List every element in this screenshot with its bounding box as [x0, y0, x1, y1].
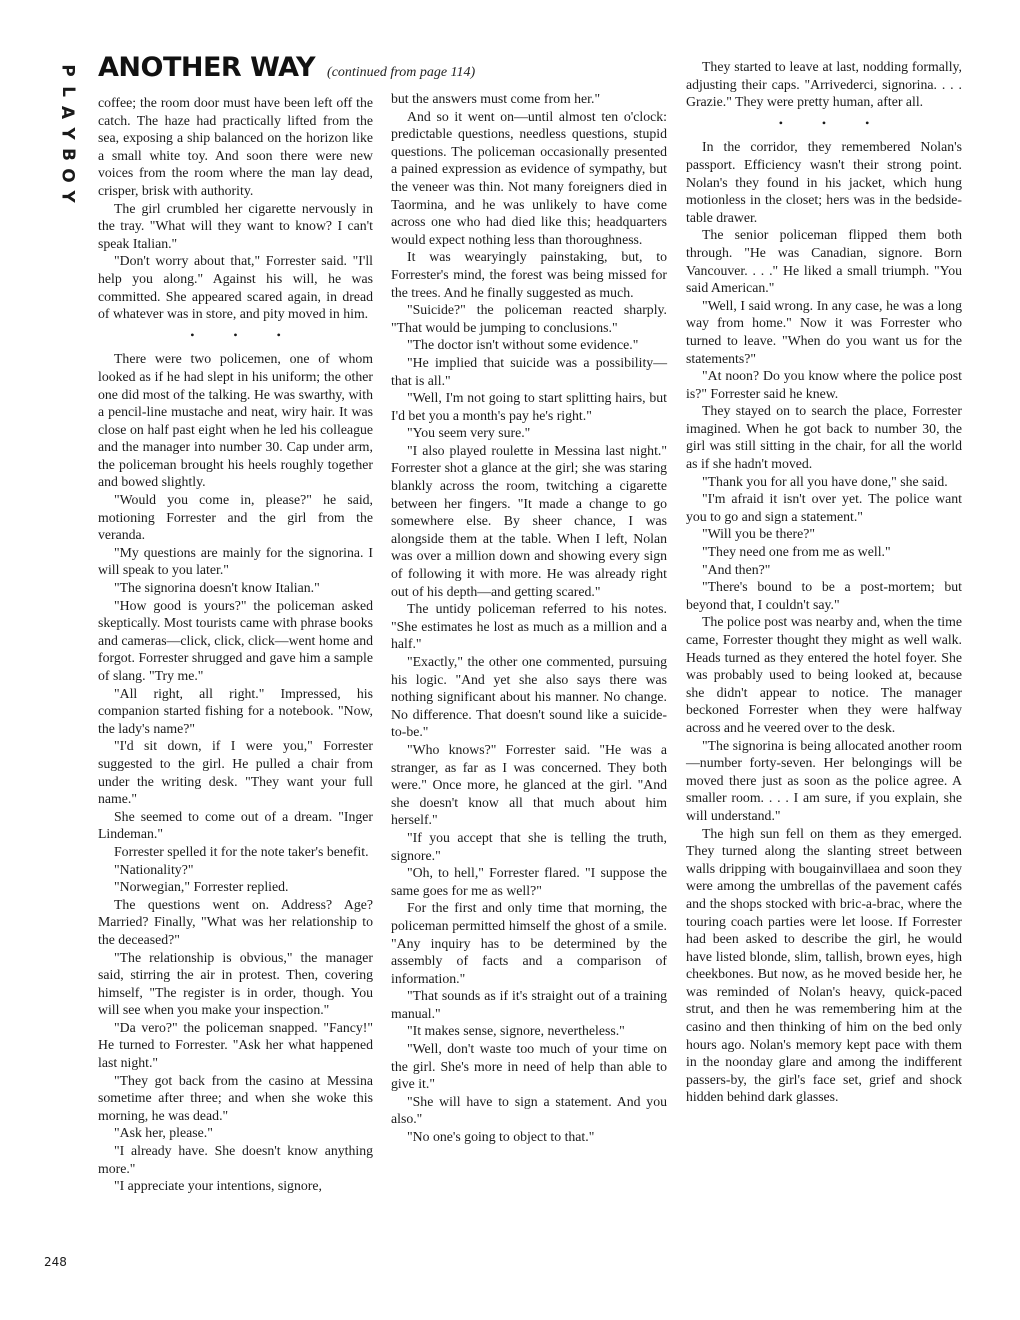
- paragraph: "I'd sit down, if I were you," Forrester suggested to the girl. He pulled a chair from under the writing desk. "They want your full name.": [98, 738, 373, 807]
- section-ornament: • • •: [190, 327, 299, 342]
- paragraph: "I already have. She doesn't know anything more.": [98, 1143, 373, 1176]
- paragraph: "Don't worry about that," Forrester said. "I'll help you along." Against his will, he was committed. She appeared scared again, in dread of whatever was in store, and pity moved in him.: [98, 253, 373, 322]
- paragraph: They started to leave at last, nodding formally, adjusting their caps. "Arrivederci, signorina. . . . Grazie." They were pretty human, after all.: [686, 59, 962, 110]
- paragraph: "They need one from me as well.": [702, 544, 891, 560]
- column-3: [686, 58, 962, 1106]
- paragraph: "Exactly," the other one commented, pursuing his logic. "And yet she also says there was nothing significant about his manner. No change. No difference. That doesn't sound like a suicide-to-be.": [391, 654, 667, 740]
- paragraph: "Well, I'm not going to start splitting hairs, but I'd bet you a month's pay he's right.": [391, 390, 667, 423]
- paragraph: "Suicide?" the policeman reacted sharply. "That would be jumping to conclusions.": [391, 302, 667, 335]
- paragraph: "My questions are mainly for the signorina. I will speak to you later.": [98, 544, 373, 578]
- paragraph: And so it went on—until almost ten o'clock: predictable questions, needless questions, stupid questions. The policeman occasionally presented a pained expression as evidence of sympathy, but the veneer was thin. Not many foreigners died in Taormina, and he was unlikely to have come across one who had died like this; headquarters would expect nothing less than thoroughness.: [391, 108, 667, 247]
- article-title: ANOTHER WAY: [98, 52, 316, 83]
- paragraph: "Would you come in, please?" he said, motioning Forrester and the girl from the veranda.: [98, 492, 373, 543]
- paragraph: In the corridor, they remembered Nolan's passport. Efficiency wasn't their strong point. Nolan's they found in his jacket, which hung motionless in the closet; hers was in the bedside-table drawer.: [686, 139, 962, 225]
- continued-note: (continued from page 114): [327, 65, 476, 80]
- paragraph: "They got back from the casino at Messina sometime after three; and when she woke this morning, he was dead.": [98, 1072, 373, 1123]
- paragraph: "Nationality?": [114, 861, 194, 877]
- paragraph: "And then?": [702, 561, 771, 577]
- magazine-letter: P: [57, 64, 78, 77]
- paragraph: "Will you be there?": [702, 526, 815, 542]
- paragraph: Forrester spelled it for the note taker's benefit.: [114, 843, 369, 859]
- magazine-letter: Y: [57, 190, 78, 203]
- paragraph: "Norwegian," Forrester replied.: [114, 879, 289, 895]
- paragraph: "Who knows?" Forrester said. "He was a stranger, as far as I was concerned. They both were." Once more, he glanced at the girl. "And she doesn't know all that much about him herself.": [391, 741, 667, 828]
- magazine-letter: B: [57, 148, 78, 161]
- paragraph: There were two policemen, one of whom looked as if he had slept in his uniform; the other one did most of the talking. He was swarthy, with a pencil-line mustache and neat, wiry hair. It was close on half past eight when he led his colleague and the manager into number 30. Cap under arm, the policeman brought his heels roughly together and bowed slightly.: [98, 351, 373, 490]
- paragraph: "Well, I said wrong. In any case, he was a long way from home." Now it was Forrester who turned to leave. "When do you want us for the statements?": [686, 297, 962, 366]
- magazine-name-vertical: [40, 60, 94, 207]
- paragraph: She seemed to come out of a dream. "Inger Lindeman.": [98, 808, 373, 842]
- paragraph: "At noon? Do you know where the police post is?" Forrester said he knew.: [686, 368, 962, 401]
- paragraph: but the answers must come from her.": [391, 91, 601, 106]
- paragraph: "No one's going to object to that.": [407, 1129, 595, 1145]
- paragraph: "The signorina doesn't know Italian.": [114, 580, 320, 596]
- paragraph: coffee; the room door must have been left off the catch. The haze had practically lifted from the sea, exposing a ship balanced on the horizon like a small white toy. And soon there were new voices from the room where the man lay dead, crisper, brisk with authority.: [98, 95, 373, 198]
- paragraph: "All right, all right." Impressed, his companion started fishing for a notebook. "Now, the lady's name?": [98, 685, 373, 736]
- paragraph: "You seem very sure.": [407, 425, 531, 441]
- paragraph: "How good is yours?" the policeman asked skeptically. Most tourists came with phrase books and cameras—click, click, click—went home and forgot. Forrester shrugged and gave him a sample of slang. "Try me.": [98, 597, 373, 683]
- paragraph: "There's bound to be a post-mortem; but beyond that, I couldn't say.": [686, 579, 962, 612]
- magazine-letter: Y: [57, 127, 78, 140]
- paragraph: "The relationship is obvious," the manager said, stirring the air in protest. Then, covering himself, "The register is in order, though. You will see when you make your inspection.": [98, 949, 373, 1018]
- paragraph: "The doctor isn't without some evidence.": [407, 337, 639, 353]
- paragraph: "He implied that suicide was a possibility—that is all.": [391, 354, 667, 388]
- paragraph: The high sun fell on them as they emerged. They turned along the slanting street between walls dripping with bougainvillaea and soon they were among the umbrellas of the pavement cafés and the shops stocked with bric-a-brac, where the touring coach parties were let loose. If Forrester had been asked to describe the girl, he would have listed blonde, slim, tallish, brown eyes, high cheekbones. But now, as he moved beside her, he was reminded of Nolan's heavy, quick-paced strut, and then he was remembering him at the casino and then thinking of him on the bed only hours ago. Nolan's memory kept pace with them in the noonday glare and among the indifferent passers-by, the girl's face set, grief and shock hidden behind dark glasses.: [686, 825, 962, 1105]
- paragraph: "I'm afraid it isn't over yet. The police want you to go and sign a statement.": [686, 491, 962, 524]
- article-header: [98, 52, 475, 83]
- paragraph: For the first and only time that morning, the policeman permitted himself the ghost of a smile. "Any inquiry has to be determined by the assembly of facts and a comparison of information.": [391, 900, 667, 986]
- magazine-letter: O: [57, 168, 78, 183]
- magazine-letter: L: [57, 86, 78, 97]
- paragraph: The girl crumbled her cigarette nervously in the tray. "What will they want to know? I can't speak Italian.": [98, 200, 373, 251]
- paragraph: "That sounds as if it's straight out of a training manual.": [391, 988, 667, 1021]
- paragraph: The untidy policeman referred to his notes. "She estimates he lost as much as a million and a half.": [391, 601, 667, 652]
- paragraph: "Thank you for all you have done," she said.: [702, 473, 948, 489]
- paragraph: The police post was nearby and, when the time came, Forrester thought they might as well walk. Heads turned as they entered the hotel foyer. She was probably used to being looked at, because she didn't appear to notice. The manager beckoned Forrester when they were halfway across and he veered over to the desk.: [686, 614, 962, 735]
- paragraph: "If you accept that she is telling the truth, signore.": [391, 829, 667, 863]
- paragraph: "I appreciate your intentions, signore,: [114, 1178, 322, 1194]
- column-2: [391, 90, 667, 1146]
- paragraph: "Da vero?" the policeman snapped. "Fancy!" He turned to Forrester. "Ask her what happened last night.": [98, 1019, 373, 1071]
- paragraph: "I also played roulette in Messina last night." Forrester shot a glance at the girl; she was staring blankly across the room, twitching a cigarette between her fingers. "It made a change to go somewhere else. By sheer chance, I was alongside them at the table. When I left, Nolan was over a million down and showing every sign of following it with more. He was already right out of his depth—and getting scared.": [391, 442, 667, 599]
- column-1: [98, 94, 373, 1195]
- paragraph: The questions went on. Address? Age? Married? Finally, "What was her relationship to the deceased?": [98, 896, 373, 947]
- paragraph: "Oh, to hell," Forrester flared. "I suppose the same goes for me as well?": [391, 865, 667, 898]
- paragraph: "It makes sense, signore, nevertheless.": [407, 1023, 625, 1039]
- paragraph: It was wearyingly painstaking, but, to Forrester's mind, the forest was being missed for the trees. And he finally suggested as much.: [391, 249, 667, 300]
- page-number: 248: [44, 1255, 67, 1269]
- paragraph: "The signorina is being allocated another room—number forty-seven. Her belongings will be moved there just as soon as the police agree. A smaller room. . . . I am sure, if you explain, she will understand.": [686, 737, 962, 823]
- paragraph: The senior policeman flipped them both through. "He was Canadian, signore. Born Vancouver. . . ." He liked a small triumph. "You said American.": [686, 227, 962, 296]
- paragraph: "Ask her, please.": [114, 1125, 213, 1141]
- paragraph: "She will have to sign a statement. And you also.": [391, 1093, 667, 1127]
- paragraph: "Well, don't waste too much of your time on the girl. She's more in need of help than able to give it.": [391, 1041, 667, 1092]
- magazine-letter: A: [57, 105, 78, 120]
- paragraph: They stayed on to search the place, Forrester imagined. When he got back to number 30, the girl was still sitting in the chair, for all the world as if she hadn't moved.: [686, 403, 962, 472]
- section-ornament: • • •: [778, 115, 888, 130]
